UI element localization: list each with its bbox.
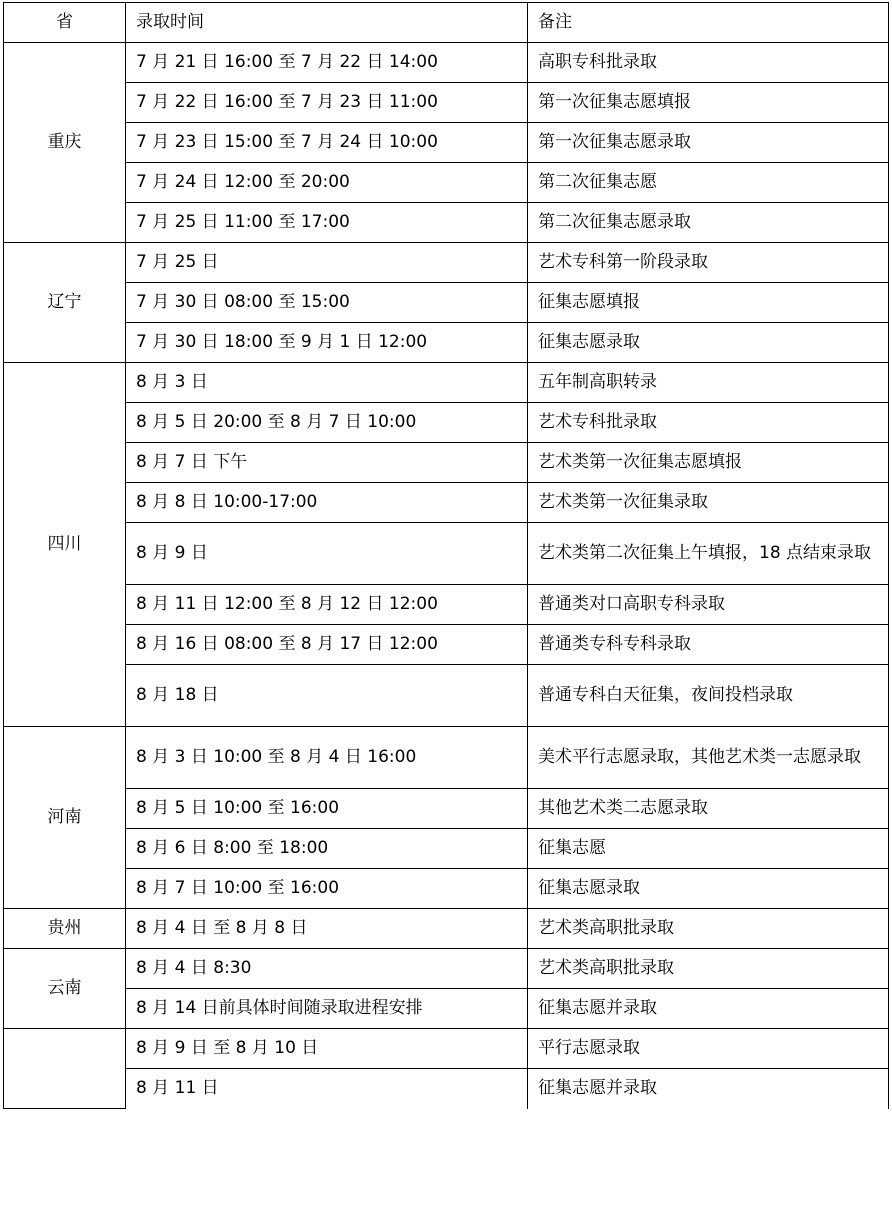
province-cell (4, 1029, 126, 1109)
time-cell: 8 月 11 日 (126, 1069, 528, 1109)
time-cell: 8 月 7 日 下午 (126, 443, 528, 483)
note-cell: 美术平行志愿录取，其他艺术类一志愿录取 (528, 727, 889, 789)
time-cell: 7 月 23 日 15:00 至 7 月 24 日 10:00 (126, 123, 528, 163)
header-time: 录取时间 (126, 3, 528, 43)
table-row (4, 443, 889, 483)
note-cell: 艺术类高职批录取 (528, 909, 889, 949)
note-cell: 艺术专科第一阶段录取 (528, 243, 889, 283)
time-cell: 7 月 25 日 (126, 243, 528, 283)
header-province: 省 (4, 3, 126, 43)
table-row (4, 243, 889, 283)
note-cell: 艺术类第一次征集志愿填报 (528, 443, 889, 483)
table-row (4, 403, 889, 443)
time-cell: 8 月 9 日 至 8 月 10 日 (126, 1029, 528, 1069)
table-row (4, 323, 889, 363)
note-cell: 第二次征集志愿录取 (528, 203, 889, 243)
table-row (4, 523, 889, 585)
note-cell: 艺术类第一次征集录取 (528, 483, 889, 523)
note-cell: 普通专科白天征集，夜间投档录取 (528, 665, 889, 727)
note-cell: 征集志愿 (528, 829, 889, 869)
table-row (4, 1029, 889, 1069)
note-cell: 第一次征集志愿填报 (528, 83, 889, 123)
note-cell: 第一次征集志愿录取 (528, 123, 889, 163)
table-row (4, 123, 889, 163)
table-row (4, 665, 889, 727)
note-cell: 普通类专科专科录取 (528, 625, 889, 665)
note-cell: 征集志愿录取 (528, 323, 889, 363)
time-cell: 8 月 3 日 10:00 至 8 月 4 日 16:00 (126, 727, 528, 789)
time-cell: 8 月 11 日 12:00 至 8 月 12 日 12:00 (126, 585, 528, 625)
time-cell: 8 月 16 日 08:00 至 8 月 17 日 12:00 (126, 625, 528, 665)
table-row (4, 203, 889, 243)
time-cell: 8 月 8 日 10:00-17:00 (126, 483, 528, 523)
province-cell: 贵州 (4, 909, 126, 949)
note-cell: 五年制高职转录 (528, 363, 889, 403)
province-cell: 河南 (4, 727, 126, 909)
note-cell: 征集志愿并录取 (528, 1069, 889, 1109)
header-note: 备注 (528, 3, 889, 43)
time-cell: 8 月 18 日 (126, 665, 528, 727)
table-body (4, 43, 889, 1109)
time-cell: 8 月 3 日 (126, 363, 528, 403)
table-row (4, 909, 889, 949)
table-row (4, 869, 889, 909)
table-row (4, 625, 889, 665)
time-cell: 7 月 21 日 16:00 至 7 月 22 日 14:00 (126, 43, 528, 83)
time-cell: 8 月 7 日 10:00 至 16:00 (126, 869, 528, 909)
time-cell: 8 月 4 日 8:30 (126, 949, 528, 989)
table-row (4, 989, 889, 1029)
note-cell: 普通类对口高职专科录取 (528, 585, 889, 625)
note-cell: 征集志愿填报 (528, 283, 889, 323)
admission-schedule-table (3, 2, 889, 1109)
note-cell: 征集志愿并录取 (528, 989, 889, 1029)
time-cell: 8 月 5 日 20:00 至 8 月 7 日 10:00 (126, 403, 528, 443)
note-cell: 征集志愿录取 (528, 869, 889, 909)
header-row (4, 3, 889, 43)
table-row (4, 163, 889, 203)
table-row (4, 1069, 889, 1109)
note-cell: 高职专科批录取 (528, 43, 889, 83)
note-cell: 第二次征集志愿 (528, 163, 889, 203)
table-row (4, 83, 889, 123)
time-cell: 8 月 6 日 8:00 至 18:00 (126, 829, 528, 869)
table-row (4, 829, 889, 869)
province-cell: 四川 (4, 363, 126, 727)
time-cell: 8 月 9 日 (126, 523, 528, 585)
note-cell: 艺术类第二次征集上午填报，18 点结束录取 (528, 523, 889, 585)
time-cell: 7 月 30 日 18:00 至 9 月 1 日 12:00 (126, 323, 528, 363)
time-cell: 8 月 5 日 10:00 至 16:00 (126, 789, 528, 829)
time-cell: 7 月 25 日 11:00 至 17:00 (126, 203, 528, 243)
table-row (4, 789, 889, 829)
time-cell: 7 月 22 日 16:00 至 7 月 23 日 11:00 (126, 83, 528, 123)
time-cell: 8 月 14 日前具体时间随录取进程安排 (126, 989, 528, 1029)
table-row (4, 727, 889, 789)
table-row (4, 283, 889, 323)
time-cell: 8 月 4 日 至 8 月 8 日 (126, 909, 528, 949)
time-cell: 7 月 30 日 08:00 至 15:00 (126, 283, 528, 323)
table-row (4, 43, 889, 83)
note-cell: 艺术类高职批录取 (528, 949, 889, 989)
note-cell: 平行志愿录取 (528, 1029, 889, 1069)
table-row (4, 585, 889, 625)
table-row (4, 483, 889, 523)
time-cell: 7 月 24 日 12:00 至 20:00 (126, 163, 528, 203)
province-cell: 重庆 (4, 43, 126, 243)
province-cell: 云南 (4, 949, 126, 1029)
note-cell: 艺术专科批录取 (528, 403, 889, 443)
table-row (4, 949, 889, 989)
province-cell: 辽宁 (4, 243, 126, 363)
note-cell: 其他艺术类二志愿录取 (528, 789, 889, 829)
table-row (4, 363, 889, 403)
